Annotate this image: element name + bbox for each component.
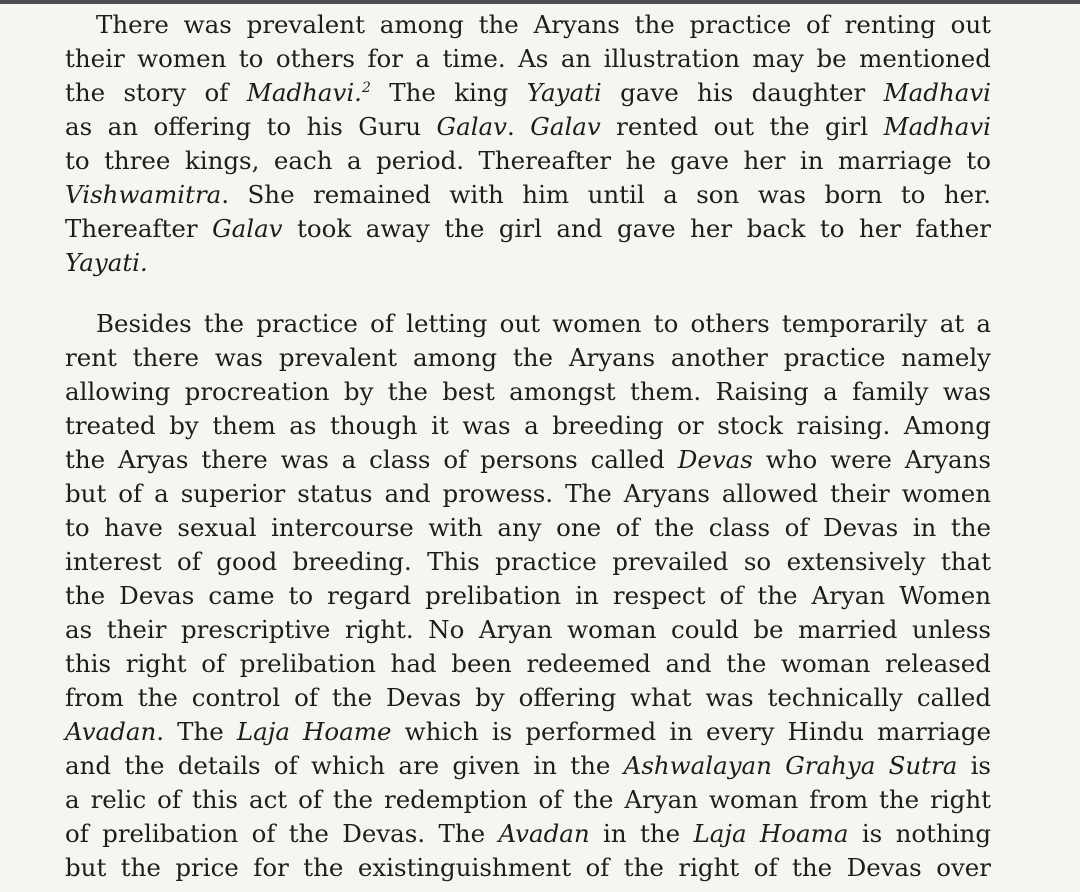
italic-term: Avadan — [498, 819, 590, 848]
text-line — [65, 144, 991, 178]
italic-term: Galav — [212, 214, 283, 243]
italic-term: Ashwalayan Grahya Sutra — [623, 751, 958, 780]
text-line — [65, 851, 991, 885]
text-run: of prelibation of the Devas. The — [65, 819, 499, 848]
text-line — [65, 76, 991, 110]
text-line — [65, 42, 991, 76]
text-run: in the — [589, 819, 694, 848]
text-line — [65, 443, 991, 477]
text-run: a relic of this act of the redemption of the Aryan woman from the right — [65, 785, 991, 814]
text-line — [65, 110, 991, 144]
text-run: Besides the practice of letting out women to others temporarily at a — [96, 309, 991, 338]
text-run: but the price for the existinguishment of the right of the Devas over — [65, 853, 991, 882]
italic-term: Galav — [436, 112, 508, 141]
text-run: The king — [370, 78, 527, 107]
text-run: the Aryas there was a class of persons called — [65, 445, 678, 474]
text-line — [65, 477, 991, 511]
italic-term: Avadan — [65, 717, 157, 746]
footnote-marker: 2 — [361, 79, 371, 96]
italic-term: Laja Hoama — [693, 819, 849, 848]
text-line — [65, 647, 991, 681]
italic-term: Devas — [677, 445, 753, 474]
text-line — [65, 783, 991, 817]
text-line — [65, 178, 991, 212]
italic-term: Madhavi — [883, 78, 992, 107]
text-run: which is performed in every Hindu marriage — [391, 717, 991, 746]
text-run: and the details of which are given in the — [65, 751, 624, 780]
text-run: . — [507, 112, 531, 141]
text-run: to three kings, each a period. Thereafter he gave her in marriage to — [65, 146, 991, 175]
text-run: the story of — [65, 78, 247, 107]
text-run: interest of good breeding. This practice prevailed so extensively that — [65, 547, 991, 576]
italic-term: Laja Hoame — [236, 717, 392, 746]
text-line — [65, 545, 991, 579]
text-run: rented out the girl — [600, 112, 884, 141]
top-edge-bar — [0, 0, 1080, 4]
text-line — [65, 511, 991, 545]
text-run: but of a superior status and prowess. The Aryans allowed their women — [65, 479, 991, 508]
text-line — [65, 613, 991, 647]
text-run: is nothing — [848, 819, 992, 848]
text-run: took away the girl and gave her back to her father — [282, 214, 991, 243]
text-line — [65, 246, 991, 280]
text-run: who were Aryans — [752, 445, 991, 474]
italic-term: Yayati. — [65, 248, 148, 277]
italic-term: Galav — [530, 112, 601, 141]
text-run: the Devas came to regard prelibation in respect of the Aryan Women — [65, 581, 991, 610]
text-line — [65, 409, 991, 443]
text-run: allowing procreation by the best amongst them. Raising a family was — [65, 377, 991, 406]
text-line — [65, 749, 991, 783]
text-run: to have sexual intercourse with any one of the class of Devas in the — [65, 513, 991, 542]
paragraph-madhavi — [65, 8, 991, 280]
text-run: as their prescriptive right. No Aryan woman could be married unless — [65, 615, 991, 644]
italic-term: Vishwamitra — [65, 180, 222, 209]
text-line — [65, 817, 991, 851]
text-run: gave his daughter — [601, 78, 884, 107]
text-run: from the control of the Devas by offering what was technically called — [65, 683, 991, 712]
text-line — [65, 681, 991, 715]
text-run: rent there was prevalent among the Aryans another practice namely — [65, 343, 991, 372]
text-run: There was prevalent among the Aryans the practice of renting out — [96, 10, 991, 39]
text-run: . The — [156, 717, 237, 746]
italic-term: Madhavi — [883, 112, 992, 141]
text-line — [65, 212, 991, 246]
text-run: Thereafter — [65, 214, 213, 243]
italic-term: Madhavi. — [246, 78, 362, 107]
book-page-text — [65, 8, 991, 885]
text-run: this right of prelibation had been redeemed and the woman released — [65, 649, 991, 678]
text-run: as an offering to his Guru — [65, 112, 437, 141]
paragraph-gap — [65, 280, 991, 307]
text-run: is — [957, 751, 991, 780]
text-run: treated by them as though it was a breeding or stock raising. Among — [65, 411, 991, 440]
text-line — [65, 375, 991, 409]
italic-term: Yayati — [526, 78, 602, 107]
text-line — [65, 579, 991, 613]
text-line — [65, 341, 991, 375]
text-line — [65, 307, 991, 341]
text-line — [65, 8, 991, 42]
text-run: . She remained with him until a son was born to her. — [221, 180, 991, 209]
text-run: their women to others for a time. As an illustration may be mentioned — [65, 44, 991, 73]
text-line — [65, 715, 991, 749]
paragraph-prelibation — [65, 307, 991, 885]
